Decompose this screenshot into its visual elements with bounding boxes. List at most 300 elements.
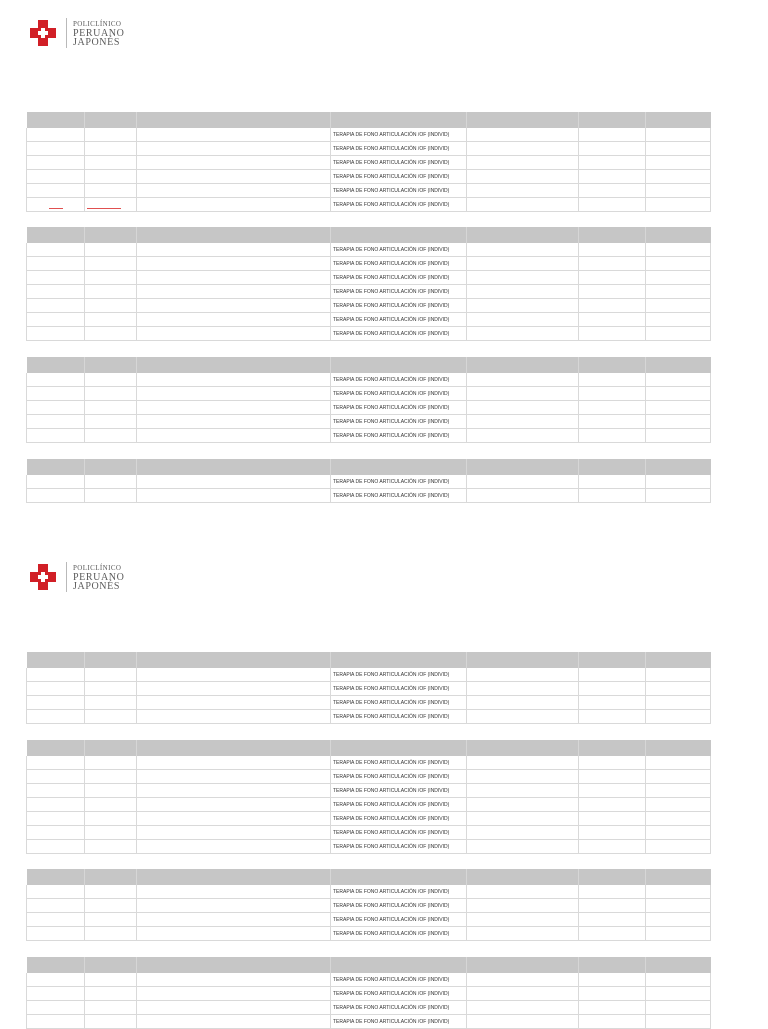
table-cell (85, 826, 137, 840)
table-cell (137, 826, 331, 840)
table-cell (467, 1015, 579, 1029)
table-header-row (27, 869, 711, 885)
procedure-cell: TERAPIA DE FONO ARTICULACIÓN /OF (INDIVID) (331, 415, 467, 429)
table-cell (137, 987, 331, 1001)
table-row (27, 710, 711, 724)
column-header (646, 227, 711, 243)
table-cell (137, 257, 331, 271)
table-cell (579, 696, 646, 710)
table-cell (579, 156, 646, 170)
column-header (467, 459, 579, 475)
table-cell (646, 285, 711, 299)
table-cell (85, 696, 137, 710)
table-cell (85, 840, 137, 854)
table-cell (85, 299, 137, 313)
table-header-row (27, 957, 711, 973)
procedure-cell: TERAPIA DE FONO ARTICULACIÓN /OF (INDIVID) (331, 299, 467, 313)
table-cell (579, 313, 646, 327)
table-cell (467, 668, 579, 682)
table-cell (137, 840, 331, 854)
table-row (27, 770, 711, 784)
table-row (27, 475, 711, 489)
table-cell (467, 987, 579, 1001)
table-cell (579, 401, 646, 415)
table-row (27, 429, 711, 443)
procedure-cell: TERAPIA DE FONO ARTICULACIÓN /OF (INDIVID) (331, 271, 467, 285)
table-cell (467, 243, 579, 257)
column-header (467, 227, 579, 243)
appointments-table (26, 227, 711, 341)
table-cell (85, 475, 137, 489)
clinic-logo (30, 562, 124, 592)
table-cell (85, 243, 137, 257)
table-cell (27, 1001, 85, 1015)
table-cell (646, 885, 711, 899)
clinic-name: POLICLÍNICO PERUANO JAPONÉS (73, 563, 125, 592)
table-row (27, 415, 711, 429)
table-cell (85, 373, 137, 387)
table-cell (85, 489, 137, 503)
table-cell (85, 170, 137, 184)
table-cell (27, 1015, 85, 1029)
table-cell (579, 285, 646, 299)
table-cell (579, 475, 646, 489)
table-cell (467, 285, 579, 299)
table-cell (27, 913, 85, 927)
table-cell (27, 299, 85, 313)
table-cell (646, 826, 711, 840)
procedure-cell: TERAPIA DE FONO ARTICULACIÓN /OF (INDIVID) (331, 885, 467, 899)
procedure-cell: TERAPIA DE FONO ARTICULACIÓN /OF (INDIVID) (331, 899, 467, 913)
table-cell (579, 668, 646, 682)
table-cell (137, 784, 331, 798)
table-cell (85, 913, 137, 927)
table-cell (579, 373, 646, 387)
table-cell (27, 285, 85, 299)
column-header (137, 957, 331, 973)
column-header (646, 652, 711, 668)
table-cell (85, 271, 137, 285)
table-cell (467, 313, 579, 327)
red-annotation-mark (87, 208, 121, 209)
procedure-cell: TERAPIA DE FONO ARTICULACIÓN /OF (INDIVID) (331, 285, 467, 299)
column-header (137, 740, 331, 756)
procedure-cell: TERAPIA DE FONO ARTICULACIÓN /OF (INDIVID) (331, 489, 467, 503)
table-cell (27, 927, 85, 941)
table-cell (579, 243, 646, 257)
table-cell (137, 899, 331, 913)
table-row (27, 682, 711, 696)
procedure-cell: TERAPIA DE FONO ARTICULACIÓN /OF (INDIVID) (331, 387, 467, 401)
table-cell (579, 812, 646, 826)
procedure-cell: TERAPIA DE FONO ARTICULACIÓN /OF (INDIVID) (331, 987, 467, 1001)
table-cell (137, 327, 331, 341)
table-row (27, 285, 711, 299)
table-cell (85, 257, 137, 271)
logo-divider (66, 18, 67, 48)
table-cell (85, 668, 137, 682)
procedure-cell: TERAPIA DE FONO ARTICULACIÓN /OF (INDIVID) (331, 696, 467, 710)
table-cell (467, 826, 579, 840)
table-cell (85, 710, 137, 724)
table-cell (137, 682, 331, 696)
column-header (467, 869, 579, 885)
column-header (646, 957, 711, 973)
column-header (467, 957, 579, 973)
table-cell (137, 756, 331, 770)
column-header (331, 869, 467, 885)
table-cell (85, 142, 137, 156)
table-cell (646, 682, 711, 696)
table-cell (467, 899, 579, 913)
column-header (579, 652, 646, 668)
table-cell (467, 142, 579, 156)
table-cell (646, 387, 711, 401)
table-cell (27, 826, 85, 840)
table-cell (467, 198, 579, 212)
column-header (331, 957, 467, 973)
column-header (579, 957, 646, 973)
cross-logo-icon (30, 20, 56, 46)
table-cell (27, 156, 85, 170)
table-cell (579, 899, 646, 913)
procedure-cell: TERAPIA DE FONO ARTICULACIÓN /OF (INDIVID) (331, 840, 467, 854)
table-cell (85, 415, 137, 429)
table-cell (27, 142, 85, 156)
table-cell (467, 475, 579, 489)
table-cell (646, 198, 711, 212)
table-cell (579, 987, 646, 1001)
table-cell (646, 489, 711, 503)
table-cell (137, 973, 331, 987)
column-header (579, 227, 646, 243)
table-cell (646, 840, 711, 854)
table-row (27, 1015, 711, 1029)
appointments-table (26, 357, 711, 443)
table-row (27, 784, 711, 798)
table-row (27, 826, 711, 840)
table-cell (27, 973, 85, 987)
procedure-cell: TERAPIA DE FONO ARTICULACIÓN /OF (INDIVID) (331, 373, 467, 387)
column-header (27, 740, 85, 756)
procedure-cell: TERAPIA DE FONO ARTICULACIÓN /OF (INDIVID) (331, 913, 467, 927)
table-cell (646, 271, 711, 285)
table-row (27, 812, 711, 826)
table-cell (646, 475, 711, 489)
table-cell (467, 682, 579, 696)
table-cell (646, 1001, 711, 1015)
table-cell (27, 899, 85, 913)
table-cell (646, 1015, 711, 1029)
table-cell (137, 170, 331, 184)
table-cell (85, 927, 137, 941)
cross-logo-icon (30, 564, 56, 590)
procedure-cell: TERAPIA DE FONO ARTICULACIÓN /OF (INDIVID) (331, 475, 467, 489)
column-header (331, 227, 467, 243)
procedure-cell: TERAPIA DE FONO ARTICULACIÓN /OF (INDIVID) (331, 142, 467, 156)
column-header (331, 740, 467, 756)
table-cell (646, 798, 711, 812)
table-cell (137, 489, 331, 503)
column-header (85, 652, 137, 668)
table-cell (85, 429, 137, 443)
column-header (137, 652, 331, 668)
procedure-cell: TERAPIA DE FONO ARTICULACIÓN /OF (INDIVID) (331, 401, 467, 415)
table-cell (579, 913, 646, 927)
table-cell (85, 313, 137, 327)
table-cell (646, 927, 711, 941)
table-cell (579, 826, 646, 840)
table-cell (467, 840, 579, 854)
table-cell (646, 668, 711, 682)
column-header (579, 740, 646, 756)
table-cell (579, 682, 646, 696)
table-cell (579, 142, 646, 156)
table-cell (85, 1015, 137, 1029)
table-cell (467, 373, 579, 387)
table-cell (27, 271, 85, 285)
table-row (27, 271, 711, 285)
column-header (579, 459, 646, 475)
procedure-cell: TERAPIA DE FONO ARTICULACIÓN /OF (INDIVID) (331, 327, 467, 341)
table-cell (646, 770, 711, 784)
table-row (27, 668, 711, 682)
table-cell (137, 429, 331, 443)
table-cell (646, 257, 711, 271)
table-cell (646, 987, 711, 1001)
column-header (85, 957, 137, 973)
table-cell (137, 184, 331, 198)
table-cell (85, 973, 137, 987)
procedure-cell: TERAPIA DE FONO ARTICULACIÓN /OF (INDIVID) (331, 756, 467, 770)
table-cell (579, 770, 646, 784)
table-row (27, 885, 711, 899)
table-cell (137, 142, 331, 156)
table-cell (646, 756, 711, 770)
procedure-cell: TERAPIA DE FONO ARTICULACIÓN /OF (INDIVID) (331, 710, 467, 724)
column-header (467, 112, 579, 128)
table-row (27, 489, 711, 503)
table-cell (646, 415, 711, 429)
table-cell (137, 475, 331, 489)
table-cell (137, 798, 331, 812)
table-cell (27, 756, 85, 770)
table-row (27, 798, 711, 812)
table-cell (137, 198, 331, 212)
procedure-cell: TERAPIA DE FONO ARTICULACIÓN /OF (INDIVID) (331, 257, 467, 271)
table-row (27, 987, 711, 1001)
table-row (27, 696, 711, 710)
procedure-cell: TERAPIA DE FONO ARTICULACIÓN /OF (INDIVID) (331, 198, 467, 212)
procedure-cell: TERAPIA DE FONO ARTICULACIÓN /OF (INDIVID) (331, 668, 467, 682)
table-cell (646, 899, 711, 913)
table-cell (85, 285, 137, 299)
column-header (579, 869, 646, 885)
table-cell (27, 475, 85, 489)
table-cell (85, 1001, 137, 1015)
table-cell (646, 401, 711, 415)
table-cell (27, 415, 85, 429)
column-header (467, 740, 579, 756)
column-header (646, 740, 711, 756)
table-cell (27, 668, 85, 682)
table-cell (137, 1001, 331, 1015)
column-header (27, 357, 85, 373)
table-row (27, 184, 711, 198)
column-header (331, 459, 467, 475)
procedure-cell: TERAPIA DE FONO ARTICULACIÓN /OF (INDIVID) (331, 184, 467, 198)
table-cell (85, 184, 137, 198)
table-row (27, 243, 711, 257)
table-header-row (27, 652, 711, 668)
table-cell (27, 429, 85, 443)
procedure-cell: TERAPIA DE FONO ARTICULACIÓN /OF (INDIVID) (331, 812, 467, 826)
table-cell (137, 710, 331, 724)
table-row (27, 840, 711, 854)
table-cell (579, 257, 646, 271)
table-cell (579, 1015, 646, 1029)
table-cell (579, 885, 646, 899)
table-cell (646, 710, 711, 724)
table-cell (467, 756, 579, 770)
table-row (27, 156, 711, 170)
table-cell (467, 429, 579, 443)
table-cell (579, 1001, 646, 1015)
table-cell (579, 798, 646, 812)
table-cell (467, 401, 579, 415)
table-cell (646, 156, 711, 170)
table-cell (467, 770, 579, 784)
table-cell (137, 770, 331, 784)
table-cell (467, 299, 579, 313)
table-cell (579, 128, 646, 142)
column-header (137, 112, 331, 128)
red-annotation-mark (49, 208, 63, 209)
table-cell (85, 401, 137, 415)
table-cell (579, 927, 646, 941)
procedure-cell: TERAPIA DE FONO ARTICULACIÓN /OF (INDIVID) (331, 170, 467, 184)
table-cell (646, 184, 711, 198)
column-header (137, 227, 331, 243)
table-cell (85, 682, 137, 696)
table-cell (137, 156, 331, 170)
table-cell (579, 271, 646, 285)
table-cell (467, 327, 579, 341)
table-cell (646, 299, 711, 313)
procedure-cell: TERAPIA DE FONO ARTICULACIÓN /OF (INDIVID) (331, 429, 467, 443)
table-cell (137, 387, 331, 401)
procedure-cell: TERAPIA DE FONO ARTICULACIÓN /OF (INDIVID) (331, 826, 467, 840)
table-row (27, 327, 711, 341)
logo-divider (66, 562, 67, 592)
table-header-row (27, 740, 711, 756)
table-cell (579, 784, 646, 798)
table-cell (579, 489, 646, 503)
column-header (579, 112, 646, 128)
table-cell (85, 756, 137, 770)
table-cell (137, 927, 331, 941)
table-cell (27, 682, 85, 696)
table-cell (467, 170, 579, 184)
table-header-row (27, 112, 711, 128)
column-header (27, 869, 85, 885)
column-header (85, 459, 137, 475)
table-cell (27, 184, 85, 198)
appointments-table (26, 957, 711, 1029)
table-cell (85, 987, 137, 1001)
column-header (331, 357, 467, 373)
table-header-row (27, 357, 711, 373)
table-cell (646, 170, 711, 184)
column-header (27, 652, 85, 668)
column-header (27, 957, 85, 973)
procedure-cell: TERAPIA DE FONO ARTICULACIÓN /OF (INDIVID) (331, 784, 467, 798)
table-cell (467, 696, 579, 710)
table-cell (85, 327, 137, 341)
column-header (137, 357, 331, 373)
table-cell (85, 899, 137, 913)
table-cell (137, 128, 331, 142)
table-cell (137, 415, 331, 429)
table-cell (467, 489, 579, 503)
table-cell (467, 784, 579, 798)
table-header-row (27, 227, 711, 243)
table-cell (646, 128, 711, 142)
table-cell (579, 429, 646, 443)
appointments-table (26, 112, 711, 212)
table-cell (85, 812, 137, 826)
table-cell (467, 798, 579, 812)
appointments-table (26, 869, 711, 941)
table-cell (579, 710, 646, 724)
column-header (85, 740, 137, 756)
table-cell (467, 927, 579, 941)
table-cell (137, 885, 331, 899)
table-cell (85, 784, 137, 798)
clinic-logo (30, 18, 124, 48)
column-header (137, 459, 331, 475)
column-header (646, 112, 711, 128)
table-cell (27, 387, 85, 401)
column-header (331, 652, 467, 668)
table-cell (27, 170, 85, 184)
table-cell (137, 913, 331, 927)
table-cell (646, 429, 711, 443)
procedure-cell: TERAPIA DE FONO ARTICULACIÓN /OF (INDIVID) (331, 798, 467, 812)
table-cell (467, 885, 579, 899)
clinic-name: POLICLÍNICO PERUANO JAPONÉS (73, 19, 125, 48)
table-cell (27, 313, 85, 327)
table-row (27, 387, 711, 401)
procedure-cell: TERAPIA DE FONO ARTICULACIÓN /OF (INDIVID) (331, 313, 467, 327)
table-cell (137, 812, 331, 826)
table-cell (27, 812, 85, 826)
table-cell (646, 243, 711, 257)
column-header (85, 357, 137, 373)
table-cell (579, 756, 646, 770)
procedure-cell: TERAPIA DE FONO ARTICULACIÓN /OF (INDIVID) (331, 927, 467, 941)
procedure-cell: TERAPIA DE FONO ARTICULACIÓN /OF (INDIVID) (331, 243, 467, 257)
table-cell (467, 710, 579, 724)
column-header (331, 112, 467, 128)
table-cell (27, 327, 85, 341)
column-header (85, 869, 137, 885)
table-cell (137, 373, 331, 387)
table-cell (467, 128, 579, 142)
table-cell (467, 184, 579, 198)
column-header (85, 227, 137, 243)
table-cell (467, 156, 579, 170)
